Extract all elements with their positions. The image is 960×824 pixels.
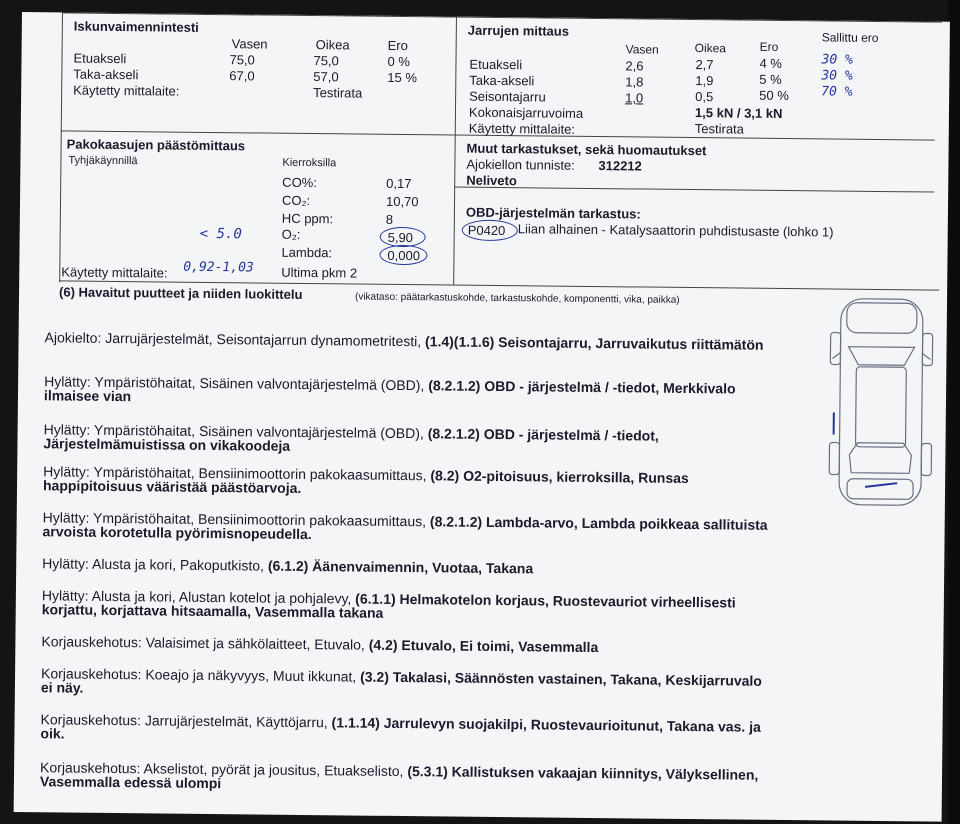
defect-detail: (1.4)(1.1.6) Seisontajarru, Jarruvaikutus riittämätön — [424, 333, 764, 353]
silencer-device-label: Käytetty mittalaite: — [73, 82, 180, 99]
defect-item — [44, 374, 774, 410]
defect-text: : Akselistot, pyörät ja jousitus, Etuakselisto, — [136, 760, 408, 780]
brakes-row-allowed: 70 % — [821, 84, 853, 100]
mid-rule-left — [61, 130, 455, 135]
defect-detail: (8.2) O2-pitoisuus, kierroksilla, Runsas happipitoisuus vääristää päästöarvoja. — [42, 467, 689, 496]
brakes-row-label: Seisontajarru — [469, 88, 546, 105]
silencer-col-right: Oikea — [315, 37, 350, 53]
defect-text: : Ympäristöhaitat, Bensiinimoottorin pakokaasumittaus, — [85, 463, 431, 484]
defect-detail: (4.2) Etuvalo, Ei toimi, Vasemmalla — [368, 636, 599, 656]
silencer-row-label: Taka-akseli — [73, 66, 139, 83]
defect-detail: (8.2.1.2) OBD - järjestelmä / -tiedot, Järjestelmämuistissa on vikakoodeja — [43, 425, 659, 454]
silencer-row-diff: 15 % — [387, 69, 418, 86]
emissions-title: Pakokaasujen päästömittaus — [66, 136, 246, 154]
defect-level: Hylätty — [44, 373, 88, 390]
defect-level: Hylätty — [42, 509, 86, 526]
brakes-row-left: 2,6 — [625, 58, 644, 74]
defect-item — [43, 422, 773, 458]
emission-label: Lambda: — [281, 244, 333, 261]
defect-detail: (8.2.1.2) Lambda-arvo, Lambda poikkeaa sallituista arvoista korotetulla pyörimisnopeudella. — [42, 513, 768, 543]
emission-value: 10,70 — [385, 193, 419, 210]
silencer-row-diff: 0 % — [387, 53, 410, 70]
defect-item — [42, 588, 772, 624]
defect-text: : Koeajo ja näkyvyys, Muut ikkunat, — [137, 666, 361, 685]
defect-detail: (3.2) Takalasi, Säännösten vastainen, Takana, Keskijarruvalo ei näy. — [40, 668, 762, 696]
defect-item — [45, 330, 775, 352]
brakes-row-left: 1,8 — [625, 74, 644, 90]
defect-level: Hylätty — [42, 555, 86, 572]
brakes-total: 1,5 kN / 3,1 kN — [694, 105, 783, 121]
left-border — [59, 12, 63, 282]
defect-detail: (5.3.1) Kallistuksen vakaajan kiinnitys, Välyksellinen, Vasemmalla edessä ulompi — [39, 763, 759, 792]
emissions-device-label: Käytetty mittalaite: — [61, 264, 168, 281]
brakes-row-allowed: 30 % — [821, 52, 853, 68]
defect-item — [42, 510, 772, 546]
brakes-device-label: Käytetty mittalaite: — [468, 120, 576, 137]
defects-subtitle: (vikataso: päätarkastuskohde, tarkastuskohde, komponentti, vika, paikka) — [354, 291, 680, 306]
emission-value: 0,17 — [386, 175, 412, 192]
photo-edge-right — [948, 0, 960, 824]
defect-text: : Jarrujärjestelmät, Seisontajarrun dynamometritesti, — [97, 329, 426, 350]
brakes-row-label: Taka-akseli — [469, 72, 535, 89]
defect-text: : Jarrujärjestelmät, Käyttöjarru, — [137, 712, 332, 731]
defect-item — [42, 556, 772, 578]
emission-label: O₂: — [281, 226, 301, 242]
brakes-title: Jarrujen mittaus — [467, 22, 570, 39]
defect-item — [40, 760, 770, 796]
neliveto-rule — [454, 187, 934, 193]
defect-item — [41, 666, 771, 702]
defect-text: : Ympäristöhaitat, Sisäinen valvontajärjestelmä (OBD), — [86, 373, 429, 394]
defect-text: : Alusta ja kori, Pakoputkisto, — [84, 555, 268, 574]
defect-text: : Ympäristöhaitat, Bensiinimoottorin pakokaasumittaus, — [85, 509, 431, 530]
other-title: Muut tarkastukset, sekä huomautukset — [466, 140, 707, 159]
defect-level: Korjauskehotus — [40, 711, 138, 729]
defect-text: : Valaisimet ja sähkölaitteet, Etuvalo, — [137, 634, 369, 653]
silencer-col-left: Vasen — [231, 36, 268, 52]
car-diagram-icon — [825, 292, 937, 513]
defect-level: Ajokielto — [44, 329, 98, 346]
defect-detail: (6.1.2) Äänenvaimennin, Vuotaa, Takana — [267, 557, 534, 577]
brakes-row-diff: 50 % — [759, 87, 789, 104]
brakes-col-diff: Ero — [759, 39, 779, 54]
emissions-device: Ultima pkm 2 — [281, 264, 358, 281]
brakes-row-right: 0,5 — [695, 89, 714, 105]
brakes-row-left: 1,0 — [625, 90, 644, 106]
emission-label: HC ppm: — [281, 210, 334, 227]
mileage-label: Ajokiellon tunniste: — [466, 156, 575, 173]
brakes-row-diff: 5 % — [759, 71, 782, 87]
defect-text: : Alusta ja kori, Alustan kotelot ja pohjalevy, — [84, 587, 356, 607]
mileage-value: 312212 — [598, 158, 642, 174]
center-divider — [453, 17, 457, 285]
silencer-row-right: 57,0 — [313, 69, 339, 85]
silencer-row-left: 75,0 — [229, 52, 255, 68]
brakes-row-label: Etuakseli — [469, 56, 523, 73]
defect-item — [41, 634, 771, 656]
brakes-col-right: Oikea — [694, 41, 727, 56]
defect-level: Hylätty — [41, 587, 85, 604]
defect-item — [43, 464, 773, 500]
defect-level: Hylätty — [43, 421, 87, 438]
emissions-rpm: Kierroksilla — [282, 156, 337, 170]
silencer-device: Testirata — [313, 85, 363, 101]
defect-detail: (6.1.1) Helmakotelon korjaus, Ruostevauriot virheellisesti korjattu, korjattava hitsaamalla, Vasemmalla takana — [41, 590, 736, 621]
brakes-row-diff: 4 % — [759, 55, 782, 71]
emissions-idle: Tyhjäkäynnillä — [68, 154, 138, 168]
brakes-row-right: 1,9 — [695, 73, 714, 89]
defects-title: (6) Havaitut puutteet ja niiden luokittelu — [58, 284, 303, 302]
defect-level: Korjauskehotus — [40, 759, 137, 777]
emission-label: CO₂: — [281, 192, 311, 209]
brakes-device: Testirata — [694, 121, 745, 137]
silencer-col-diff: Ero — [387, 37, 408, 54]
defect-detail: (1.1.14) Jarrulevyn suojakilpi, Ruostevaurioitunut, Takana vas. ja oik. — [40, 714, 761, 742]
brakes-col-left: Vasen — [625, 42, 659, 57]
emission-value: 5,90 — [387, 229, 414, 246]
silencer-row-right: 75,0 — [313, 53, 339, 69]
brakes-row-right: 2,7 — [695, 57, 714, 73]
obd-title: OBD-järjestelmän tarkastus: — [465, 204, 641, 222]
obd-code: P0420 — [467, 222, 506, 239]
defect-level: Korjauskehotus — [41, 633, 139, 651]
silencer-row-label: Etuakseli — [73, 50, 127, 67]
brakes-total-label: Kokonaisjarruvoima — [468, 104, 584, 121]
silencer-title: Iskunvaimennintesti — [73, 18, 199, 35]
silencer-row-left: 67,0 — [229, 68, 255, 84]
defect-item — [40, 712, 770, 748]
emission-value: 0,000 — [387, 247, 421, 264]
obd-text: Liian alhainen - Katalysaattorin puhdistusaste (lohko 1) — [517, 221, 834, 240]
handwritten-lambda-range: 0,92-1,03 — [183, 259, 254, 276]
obd-code-circle — [462, 220, 518, 242]
drive-type: Neliveto — [466, 172, 517, 189]
handwritten-o2-limit: < 5.0 — [199, 225, 242, 243]
brakes-col-allowed: Sallittu ero — [821, 30, 879, 45]
lambda-value-circle — [379, 245, 427, 266]
brakes-row-allowed: 30 % — [821, 68, 853, 84]
emission-value: 8 — [385, 211, 394, 227]
emission-label: CO%: — [282, 174, 317, 191]
defect-detail: (8.2.1.2) OBD - järjestelmä / -tiedot, Merkkivalo ilmaisee vian — [43, 377, 736, 405]
defect-level: Hylätty — [43, 463, 87, 480]
defect-text: : Ympäristöhaitat, Sisäinen valvontajärjestelmä (OBD), — [86, 421, 428, 442]
inspection-report-page — [14, 12, 950, 822]
defect-level: Korjauskehotus — [40, 665, 138, 683]
